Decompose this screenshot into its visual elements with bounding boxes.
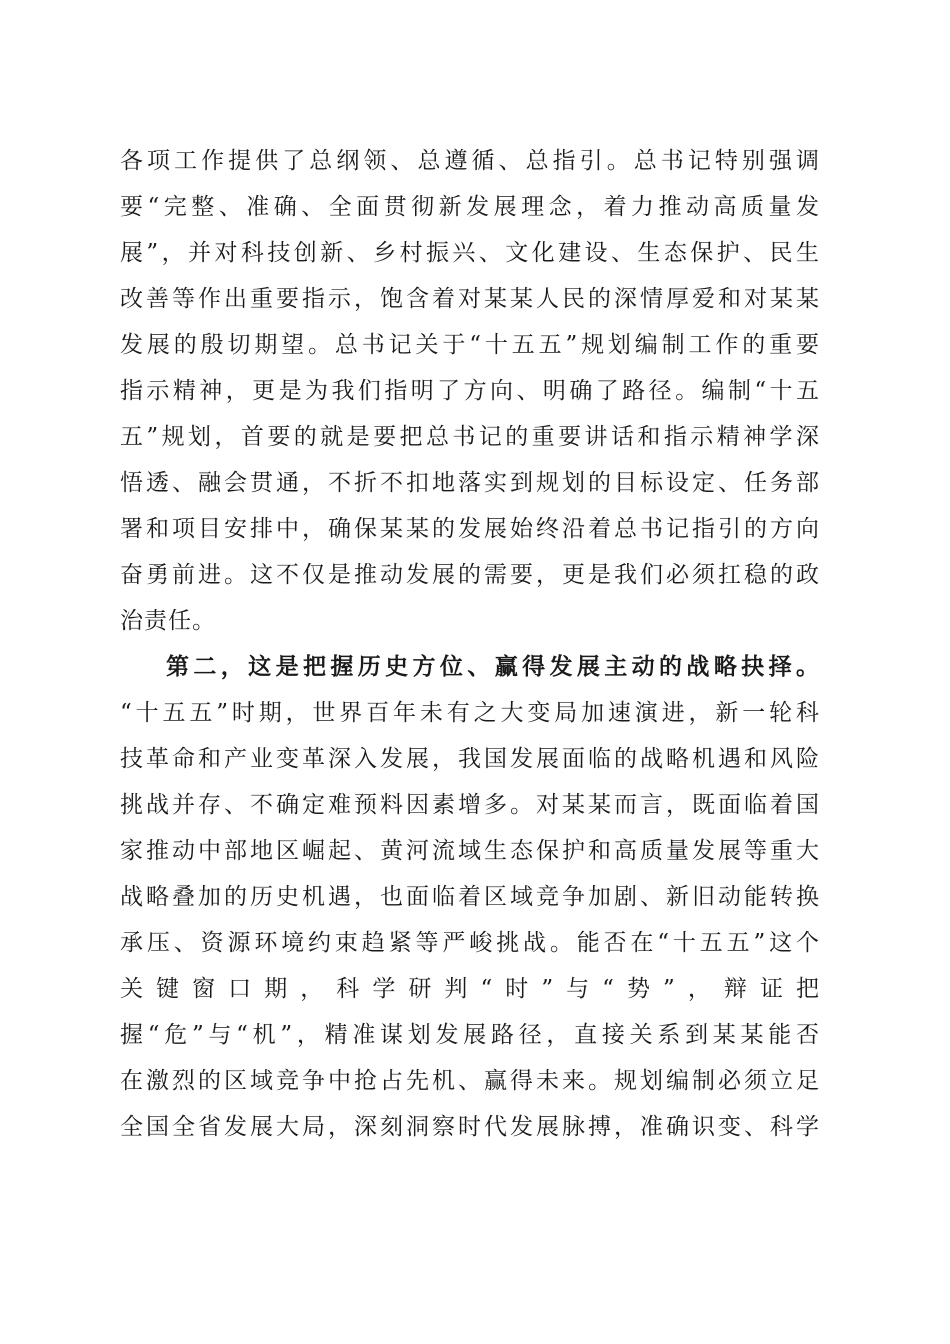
text-line: 技革命和产业变革深入发展，我国发展面临的战略机遇和风险: [120, 746, 820, 772]
body-text: [120, 138, 820, 1150]
text-line: 五”规划，首要的就是要把总书记的重要讲话和指示精神学深: [120, 424, 820, 450]
text-line: 发展的殷切期望。总书记关于“十五五”规划编制工作的重要: [120, 332, 820, 358]
text-line: 署和项目安排中，确保某某的发展始终沿着总书记指引的方向: [120, 516, 820, 542]
text-line: 握“危”与“机”，精准谋划发展路径，直接关系到某某能否: [120, 1022, 820, 1048]
text-line: 各项工作提供了总纲领、总遵循、总指引。总书记特别强调: [120, 148, 820, 174]
text-line: 承压、资源环境约束趋紧等严峻挑战。能否在“十五五”这个: [120, 930, 820, 956]
section-heading-line: 第二，这是把握历史方位、赢得发展主动的战略抉择。: [166, 653, 820, 680]
text-line: 要“完整、准确、全面贯彻新发展理念，着力推动高质量发: [120, 194, 820, 220]
text-line: 在激烈的区域竞争中抢占先机、赢得未来。规划编制必须立足: [120, 1068, 820, 1094]
text-line: 战略叠加的历史机遇，也面临着区域竞争加剧、新旧动能转换: [120, 884, 820, 910]
paragraph-continuation: [120, 138, 820, 644]
text-line: 展”，并对科技创新、乡村振兴、文化建设、生态保护、民生: [120, 240, 820, 266]
text-line: 挑战并存、不确定难预料因素增多。对某某而言，既面临着国: [120, 792, 820, 818]
text-line: 改善等作出重要指示，饱含着对某某人民的深情厚爱和对某某: [120, 286, 820, 312]
paragraph-point-two: [120, 644, 820, 1150]
text-line: 指示精神，更是为我们指明了方向、明确了路径。编制“十五: [120, 378, 820, 404]
text-line: “十五五”时期，世界百年未有之大变局加速演进，新一轮科: [120, 700, 820, 726]
text-line: 悟透、融会贯通，不折不扣地落实到规划的目标设定、任务部: [120, 470, 820, 496]
text-line: 家推动中部地区崛起、黄河流域生态保护和高质量发展等重大: [120, 838, 820, 864]
text-line: 关键窗口期，科学研判“时”与“势”，辩证把: [120, 976, 820, 1002]
text-line: 治责任。: [120, 608, 216, 634]
text-line: 全国全省发展大局，深刻洞察时代发展脉搏，准确识变、科学: [120, 1114, 820, 1140]
text-line: 奋勇前进。这不仅是推动发展的需要，更是我们必须扛稳的政: [120, 562, 820, 588]
